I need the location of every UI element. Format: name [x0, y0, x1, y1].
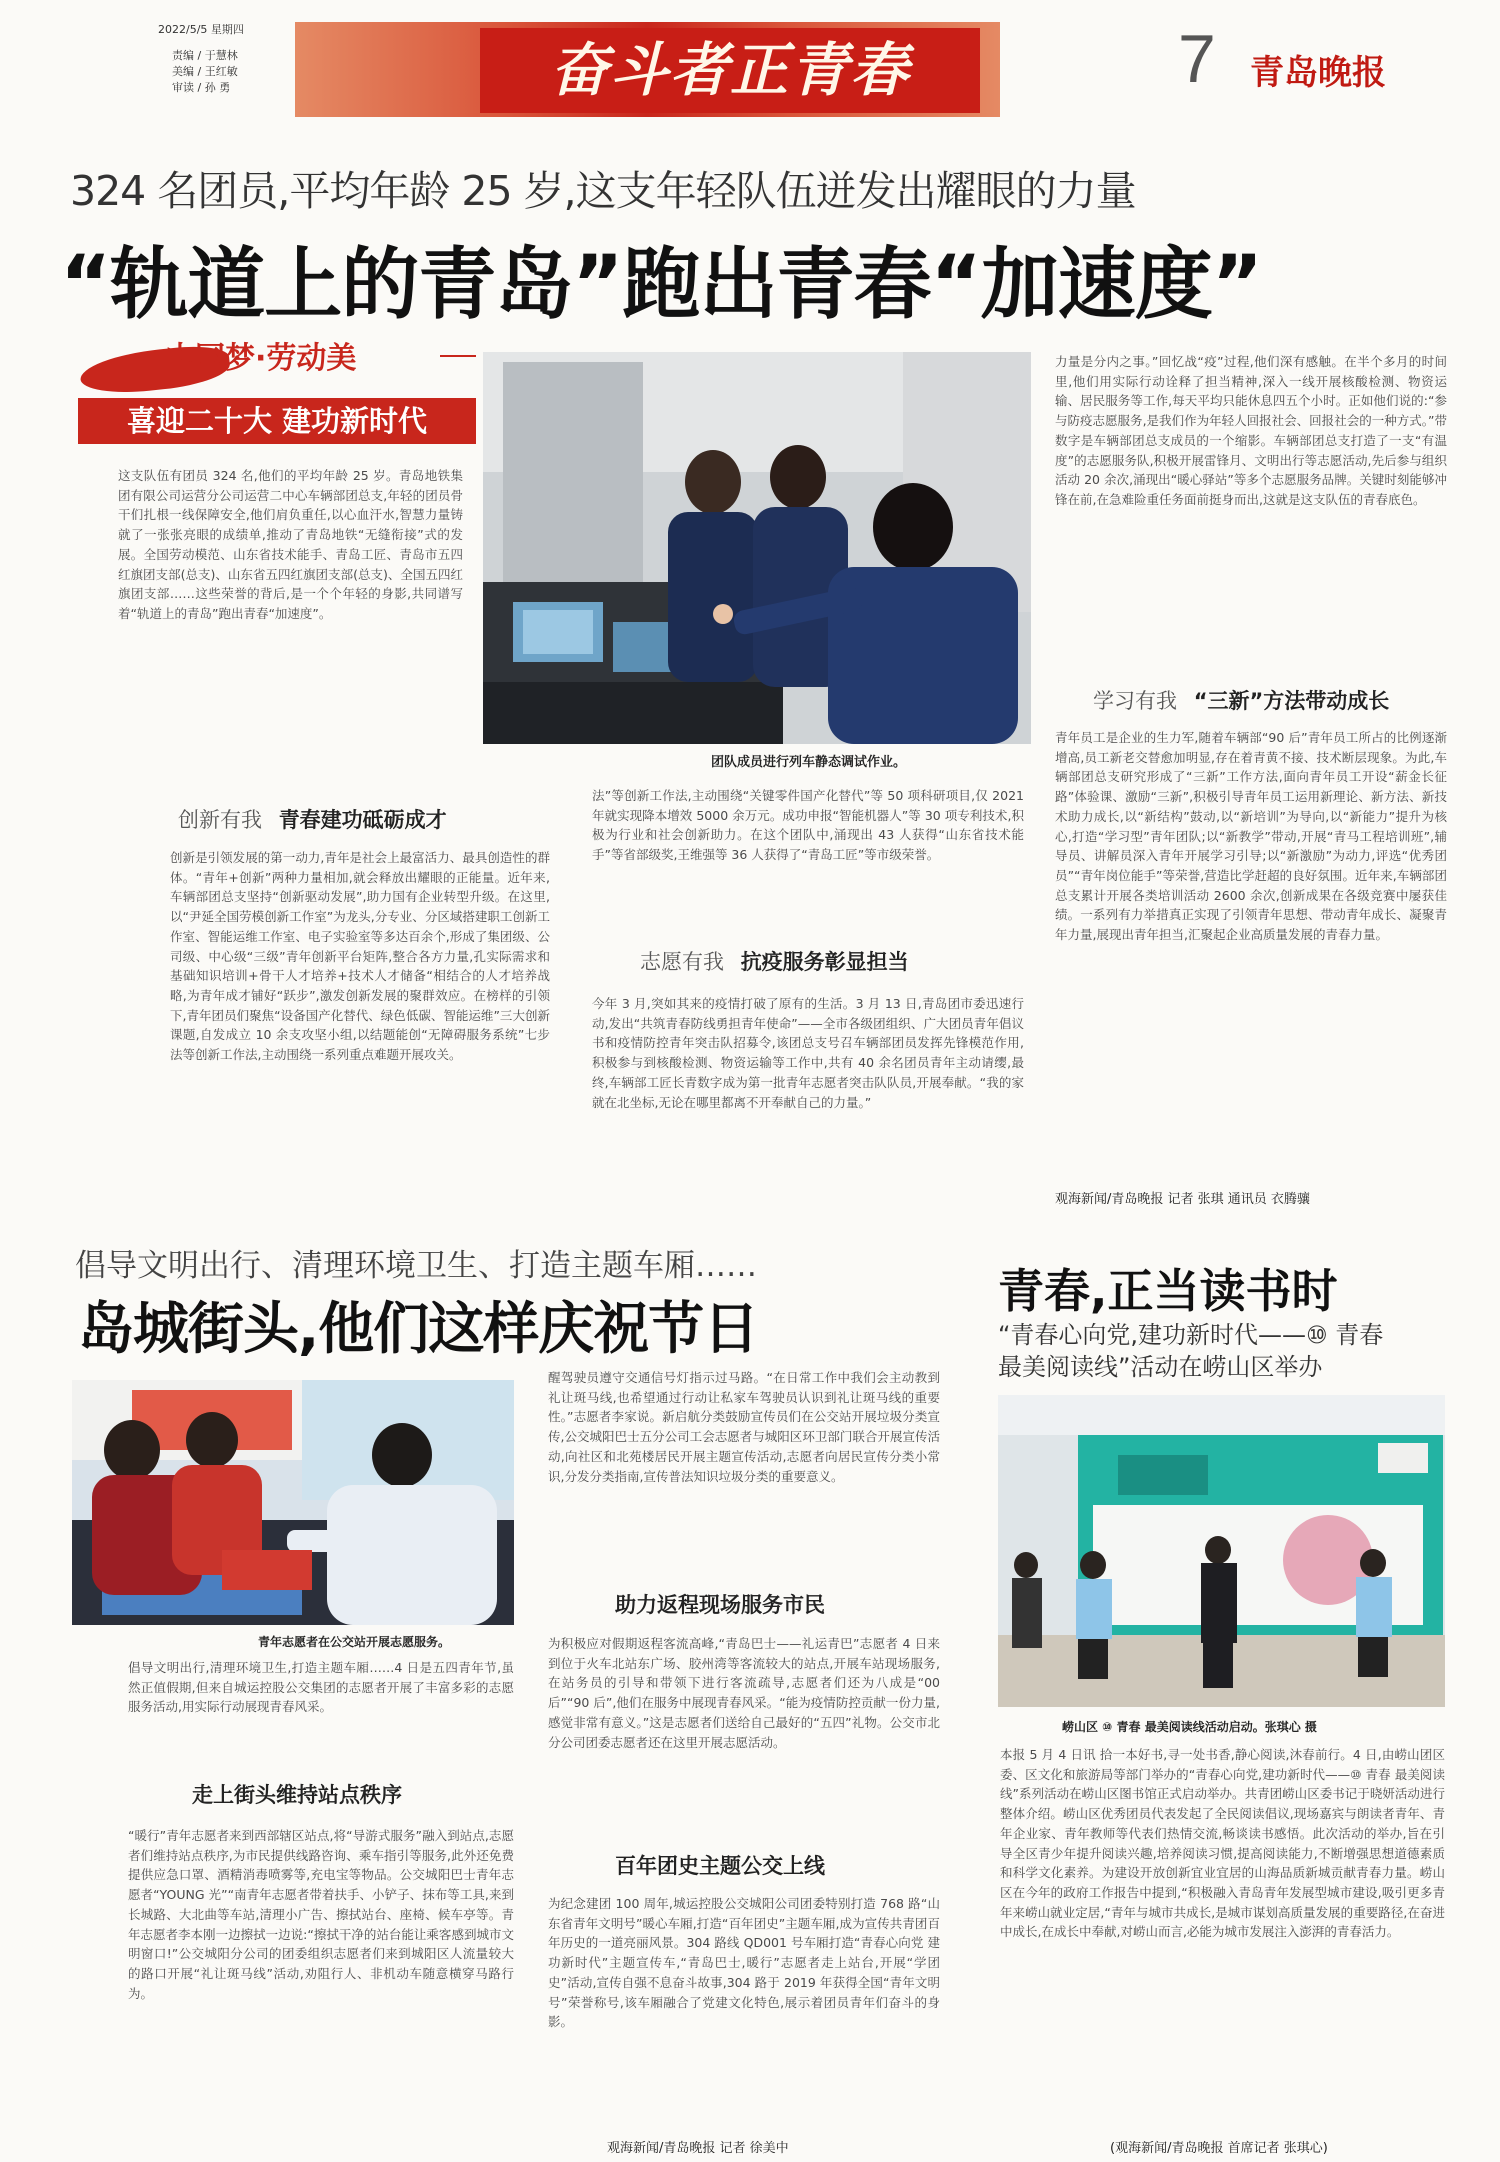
volunteer-body: 今年 3 月,突如其来的疫情打破了原有的生活。3 月 13 日,青岛团市委迅速行动,发出“共筑青春防线勇担青年使命”——全市各级团组织、广大团员青年倡议书和疫情防控青年突击队招募令,该团总支号召车辆部团员发挥先锋模范作用,积极参与到核酸检测、物资运输等工作中,共有 40 余名团员青年主动请缨,最终,车辆部工匠长青数字成为第一批青年志愿者突击队队员,开展奉献。“我的家就在北坐标,无论在哪里都离不开奉献自己的力量。”	[592, 996, 1024, 1110]
reading-headline: 青春,正当读书时	[998, 1264, 1338, 1318]
learning-subhead	[1093, 685, 1389, 715]
reading-body: 本报 5 月 4 日讯 拾一本好书,寻一处书香,静心阅读,沐春前行。4 日,由崂山团区委、区文化和旅游局等部门举办的“青春心向党,建功新时代——⑩ 青春 最美阅读线”系列活动在崂山区图书馆正式启动举办。共青团崂山区委书记于晓妍活动进行整体介绍。崂山区优秀团员代表发起了全民阅读倡议,现场嘉宾与朗读者青年、青年企业家、青年教师等代表们热情交流,畅谈读书感悟。此次活动的举办,旨在引导全区青少年提升阅读兴趣,培养阅读习惯,提高阅读能力,不断增强思想道德素质和科学文化素养。为建设开放创新宜业宜居的山海品质新城贡献青春力量。崂山区在今年的政府工作报告中提到,“积极融入青岛青年发展型城市建设,吸引更多青年来崂山就业定居,“青年与城市共成长,是城市谋划高质量发展的重要路径,在奋进中成长,在成长中奉献,对崂山而言,必能为城市发展注入澎湃的青春活力。	[1000, 1747, 1445, 1940]
innovation-subhead-title: 青春建功砥砺成才	[278, 808, 447, 832]
learning-subhead-title: “三新”方法带动成长	[1193, 689, 1390, 713]
innovation-body-continued: 法”等创新工作法,主动围绕“关键零件国产化替代”等 50 项科研项目,仅 2021 年就实现降本增效 5000 余万元。成功申报“智能机器人”等 30 项专利技术,积极为行业和社会创新助力。在这个团队中,涌现出 43 人获得“山东省技术能手”等省部级奖,王维强等 36 人获得了“青岛工匠”等市级荣誉。	[592, 788, 1024, 863]
main-headline: “轨道上的青岛”跑出青春“加速度”	[60, 240, 1263, 330]
learning-subhead-prefix: 学习有我	[1093, 689, 1177, 713]
train-testing-photo	[483, 352, 1031, 744]
volunteer-subhead	[640, 946, 909, 976]
designer-credit: 美编 / 王红敏	[172, 65, 238, 78]
league-history-bus-subhead: 百年团史主题公交上线	[615, 1854, 825, 1878]
learning-body: 青年员工是企业的生力军,随着车辆部“90 后”青年员工所占的比例逐渐增高,员工新老交替愈加明显,存在着青黄不接、技术断层现象。为此,车辆部团总支研究形成了“三新”工作方法,面向青年员工开设“薪金长征路”体验课、激励“三新”,积极引导青年员工运用新理论、新方法、新技术助力成长,以“新结构”鼓动,以“新培训”为导向,以“新能力”提升为核心,打造“学习型”青年团队;以“新教学”带动,开展“青马工程培训班”,辅导员、讲解员深入青年开展学习引导;以“新激励”为动力,评选“优秀团员”“青年岗位能手”等荣誉,营造比学赶超的良好氛围。近年来,车辆部团总支累计开展各类培训活动 2600 余次,创新成果在各级竞赛中屡获佳绩。一系列有力举措真正实现了引领青年思想、带动青年成长、凝聚青年力量,展现出青年担当,汇聚起企业高质量发展的青春力量。	[1055, 730, 1447, 943]
reading-byline: (观海新闻/青岛晚报 首席记者 张琪心)	[1110, 2141, 1328, 2156]
reviewer-credit: 审读 / 孙 勇	[172, 81, 231, 94]
paper-logo: 青岛晚报	[1250, 53, 1386, 93]
page-number: 7	[1178, 21, 1216, 97]
volunteer-bus-stop-photo	[72, 1380, 514, 1625]
festival-byline: 观海新闻/青岛晚报 记者 徐美中	[607, 2141, 789, 2156]
badge-divider	[440, 355, 476, 357]
main-photo-caption: 团队成员进行列车静态调试作业。	[711, 755, 907, 770]
street-order-body-continued: 醒驾驶员遵守交通信号灯指示过马路。“在日常工作中我们会主动教到礼让斑马线,也希望通过行动让私家车驾驶员认识到礼让斑马线的重要性。”志愿者李家说。新启航分类鼓励宣传员们在公交站开展垃圾分类宣传,公交城阳巴士五分公司工会志愿者与城阳区环卫部门联合开展宣传活动,向社区和北苑楼居民开展主题宣传活动,志愿者向居民宣传分类小常识,分发分类指南,宣传普法知识垃圾分类的重要意义。	[548, 1370, 940, 1484]
issue-date: 2022/5/5 星期四	[158, 23, 244, 36]
innovation-subhead	[178, 804, 447, 834]
volunteer-subhead-title: 抗疫服务彰显担当	[740, 950, 909, 974]
badge-dream-labor: 中国梦·劳动美	[165, 341, 357, 376]
return-trip-body: 为积极应对假期返程客流高峰,“青岛巴士——礼运青巴”志愿者 4 日来到位于火车北站东广场、胶州湾等客流较大的站点,开展车站现场服务,在站务员的引导和带领下进行客流疏导,志愿者们还为八成是“00 后”“90 后”,他们在服务中展现青春风采。“能为疫情防控贡献一份力量,感觉非常有意义。”这是志愿者们送给自己最好的“五四”礼物。公交市北分公司团委志愿者还在这里开展志愿活动。	[548, 1636, 940, 1750]
league-history-bus-body: 为纪念建团 100 周年,城运控股公交城阳公司团委特别打造 768 路“山东省青年文明号”暖心车厢,打造“百年团史”主题车厢,成为宣传共青团百年历史的一道亮丽风景。304 路线 QD001 号车厢打造“青春心向党 建功新时代”主题宣传车,“青岛巴士,暖行”志愿者走上站台,开展“学团史”活动,宣传自强不息奋斗故事,304 路于 2019 年获得全国“青年文明号”荣誉称号,该车厢融合了党建文化特色,展示着团员青年们奋斗的身影。	[548, 1896, 940, 2030]
street-order-body: “暖行”青年志愿者来到西部辖区站点,将“导游式服务”融入到站点,志愿者们维持站点秩序,为市民提供线路咨询、乘车指引等服务,此外还免费提供应急口罩、酒精消毒喷雾等,充电宝等物品。公交城阳巴士青年志愿者“YOUNG 光”“南青年志愿者带着扶手、小铲子、抹布等工具,来到长城路、大北曲等车站,清理小广告、擦拭站台、座椅、候车亭等。青年志愿者李本刚一边擦拭一边说:“擦拭干净的站台能让乘客感到城市文明窗口!”公交城阳分公司的团委组织志愿者们来到城阳区人流量较大的路口开展“礼让斑马线”活动,劝阻行人、非机动车随意横穿马路行为。	[128, 1828, 514, 2001]
editor-credit: 责编 / 于慧林	[172, 49, 238, 62]
volunteer-body-continued: 力量是分内之事。”回忆战“疫”过程,他们深有感触。在半个多月的时间里,他们用实际行动诠释了担当精神,深入一线开展核酸检测、物资运输、居民服务等工作,每天平均只能休息四五个小时。正如他们说的:“参与防疫志愿服务,是我们作为年轻人回报社会、回报社会的一种方式。”带数字是车辆部团总支成员的一个缩影。车辆部团总支打造了一支“有温度”的志愿服务队,积极开展雷锋月、文明出行等志愿活动,先后参与组织活动 20 余次,涌现出“暖心驿站”等多个志愿服务品牌。关键时刻能够冲锋在前,在急难险重任务面前挺身而出,这就是这支队伍的青春底色。	[1055, 354, 1447, 507]
main-kicker: 324 名团员,平均年龄 25 岁,这支年轻队伍迸发出耀眼的力量	[70, 167, 1136, 215]
reading-subheadline-1: “青春心向党,建功新时代——⑩ 青春	[998, 1321, 1384, 1349]
festival-kicker: 倡导文明出行、清理环境卫生、打造主题车厢……	[75, 1248, 757, 1284]
main-lead: 这支队伍有团员 324 名,他们的平均年龄 25 岁。青岛地铁集团有限公司运营分公司运营二中心车辆部团总支,年轻的团员骨干们扎根一线保障安全,他们肩负重任,以心血汗水,智慧力量铸就了一张张亮眼的成绩单,推动了青岛地铁“无缝衔接”式的发展。全国劳动模范、山东省技术能手、青岛工匠、青岛市五四红旗团支部(总支)、山东省五四红旗团支部(总支)、全国五四红旗团支部……这些荣誉的背后,是一个个年轻的身影,共同谱写着“轨道上的青岛”跑出青春“加速度”。	[118, 468, 463, 621]
innovation-subhead-prefix: 创新有我	[178, 808, 262, 832]
innovation-body: 创新是引领发展的第一动力,青年是社会上最富活力、最具创造性的群体。“青年+创新”两种力量相加,就会释放出耀眼的正能量。近年来,车辆部团总支坚持“创新驱动发展”,助力国有企业转型升级。在这里,以“尹延全国劳模创新工作室”为龙头,分专业、分区域搭建职工创新工作室、智能运维工作室、电子实验室等多达百余个,形成了集团级、公司级、中心级“三级”青年创新平台矩阵,整合各方力量,孔实际需求和基础知识培训+骨干人才培养+技术人才储备“相结合的人才培养战略,为青年成才铺好“跃步”,激发创新发展的聚群效应。在榜样的引领下,青年团员们聚焦“设备国产化替代、绿色低碳、智能运维”三大创新课题,自发成立 10 余支攻坚小组,以结题能创“无障碍服务系统”七步法等创新工作法,主动围绕一系列重点难题开展攻关。	[170, 850, 550, 1063]
section-title: 奋斗者正青春	[549, 36, 910, 104]
volunteer-subhead-prefix: 志愿有我	[640, 950, 724, 974]
festival-lead: 倡导文明出行,清理环境卫生,打造主题车厢……4 日是五四青年节,虽然正值假期,但来自城运控股公交集团的志愿者开展了丰富多彩的志愿服务活动,用实际行动展现青春风采。	[128, 1660, 514, 1715]
festival-photo-caption: 青年志愿者在公交站开展志愿服务。	[258, 1635, 451, 1649]
street-order-subhead: 走上街头维持站点秩序	[192, 1783, 402, 1807]
reading-event-photo	[998, 1395, 1445, 1707]
reading-photo-caption: 崂山区 ⑩ 青春 最美阅读线活动启动。张琪心 摄	[1062, 1720, 1317, 1734]
main-byline: 观海新闻/青岛晚报 记者 张琪 通讯员 衣腾骧	[1055, 1192, 1310, 1207]
badge-twentieth-congress: 喜迎二十大 建功新时代	[78, 398, 476, 444]
return-trip-subhead: 助力返程现场服务市民	[615, 1593, 825, 1617]
reading-subheadline-2: 最美阅读线”活动在崂山区举办	[998, 1353, 1323, 1381]
festival-headline: 岛城街头,他们这样庆祝节日	[78, 1297, 759, 1362]
